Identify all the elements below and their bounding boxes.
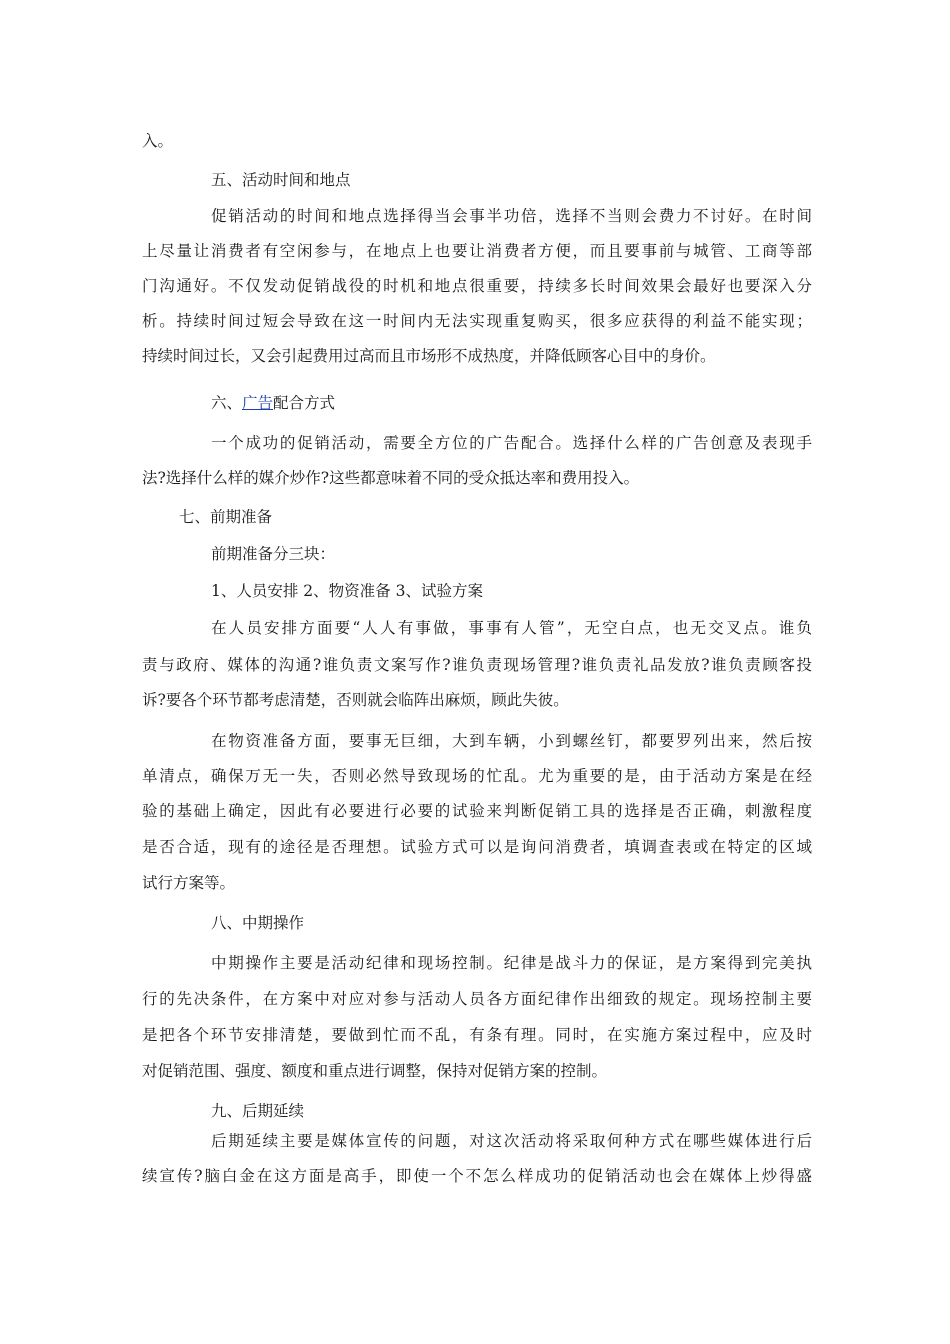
section-heading-6	[211, 392, 812, 414]
text-line: 一个成功的促销活动，需要全方位的广告配合。选择什么样的广告创意及表现手	[211, 434, 812, 452]
text-line: 前期准备分三块：	[211, 545, 336, 563]
text-line: 上尽量让消费者有空闲参与，在地点上也要让消费者方便，而且要事前与城管、工商等部	[142, 242, 812, 260]
text-line: 责与政府、媒体的沟通?谁负责文案写作?谁负责现场管理?谁负责礼品发放?谁负责顾客投	[142, 656, 812, 674]
section-heading-8: 八、中期操作	[211, 914, 305, 932]
text-line: 是否合适，现有的途径是否理想。试验方式可以是询问消费者，填调查表或在特定的区域	[142, 838, 812, 856]
text-line: 在人员安排方面要“人人有事做，事事有人管”，无空白点，也无交叉点。谁负	[211, 619, 812, 637]
text-line: 单清点，确保万无一失，否则必然导致现场的忙乱。尤为重要的是，由于活动方案是在经	[142, 767, 812, 785]
text-line: 析。持续时间过短会导致在这一时间内无法实现重复购买，很多应获得的利益不能实现；	[142, 312, 812, 330]
text-line: 续宣传?脑白金在这方面是高手，即使一个不怎么样成功的促销活动也会在媒体上炒得盛	[142, 1167, 812, 1185]
heading-suffix: 配合方式	[273, 394, 336, 412]
text-line: 持续时间过长，又会引起费用过高而且市场形不成热度，并降低顾客心目中的身价。	[142, 347, 716, 365]
text-line: 入。	[142, 132, 174, 150]
text-line: 门沟通好。不仅发动促销战役的时机和地点很重要，持续多长时间效果会最好也要深入分	[142, 277, 812, 295]
section-heading-9: 九、后期延续	[211, 1102, 305, 1120]
text-line: 中期操作主要是活动纪律和现场控制。纪律是战斗力的保证，是方案得到完美执	[211, 954, 812, 972]
text-line: 法?选择什么样的媒介炒作?这些都意味着不同的受众抵达率和费用投入。	[142, 469, 640, 487]
ad-link[interactable]: 广告	[242, 394, 274, 412]
text-line: 对促销范围、强度、额度和重点进行调整，保持对促销方案的控制。	[142, 1062, 608, 1080]
text-line: 在物资准备方面，要事无巨细，大到车辆，小到螺丝钉，都要罗列出来，然后按	[211, 732, 812, 750]
text-line: 促销活动的时间和地点选择得当会事半功倍，选择不当则会费力不讨好。在时间	[211, 207, 812, 225]
text-line: 试行方案等。	[142, 874, 236, 892]
text-line: 行的先决条件，在方案中对应对参与活动人员各方面纪律作出细致的规定。现场控制主要	[142, 990, 812, 1008]
section-heading-5: 五、活动时间和地点	[211, 171, 351, 189]
heading-prefix: 六、	[211, 394, 243, 412]
text-line: 是把各个环节安排清楚，要做到忙而不乱，有条有理。同时，在实施方案过程中，应及时	[142, 1026, 812, 1044]
text-line: 诉?要各个环节都考虑清楚，否则就会临阵出麻烦，顾此失彼。	[142, 691, 569, 709]
text-line: 后期延续主要是媒体宣传的问题，对这次活动将采取何种方式在哪些媒体进行后	[211, 1132, 812, 1150]
text-line: 验的基础上确定，因此有必要进行必要的试验来判断促销工具的选择是否正确，刺激程度	[142, 802, 812, 820]
text-line: 1、人员安排 2、物资准备 3、试验方案	[211, 582, 483, 600]
section-heading-7: 七、前期准备	[179, 508, 273, 526]
